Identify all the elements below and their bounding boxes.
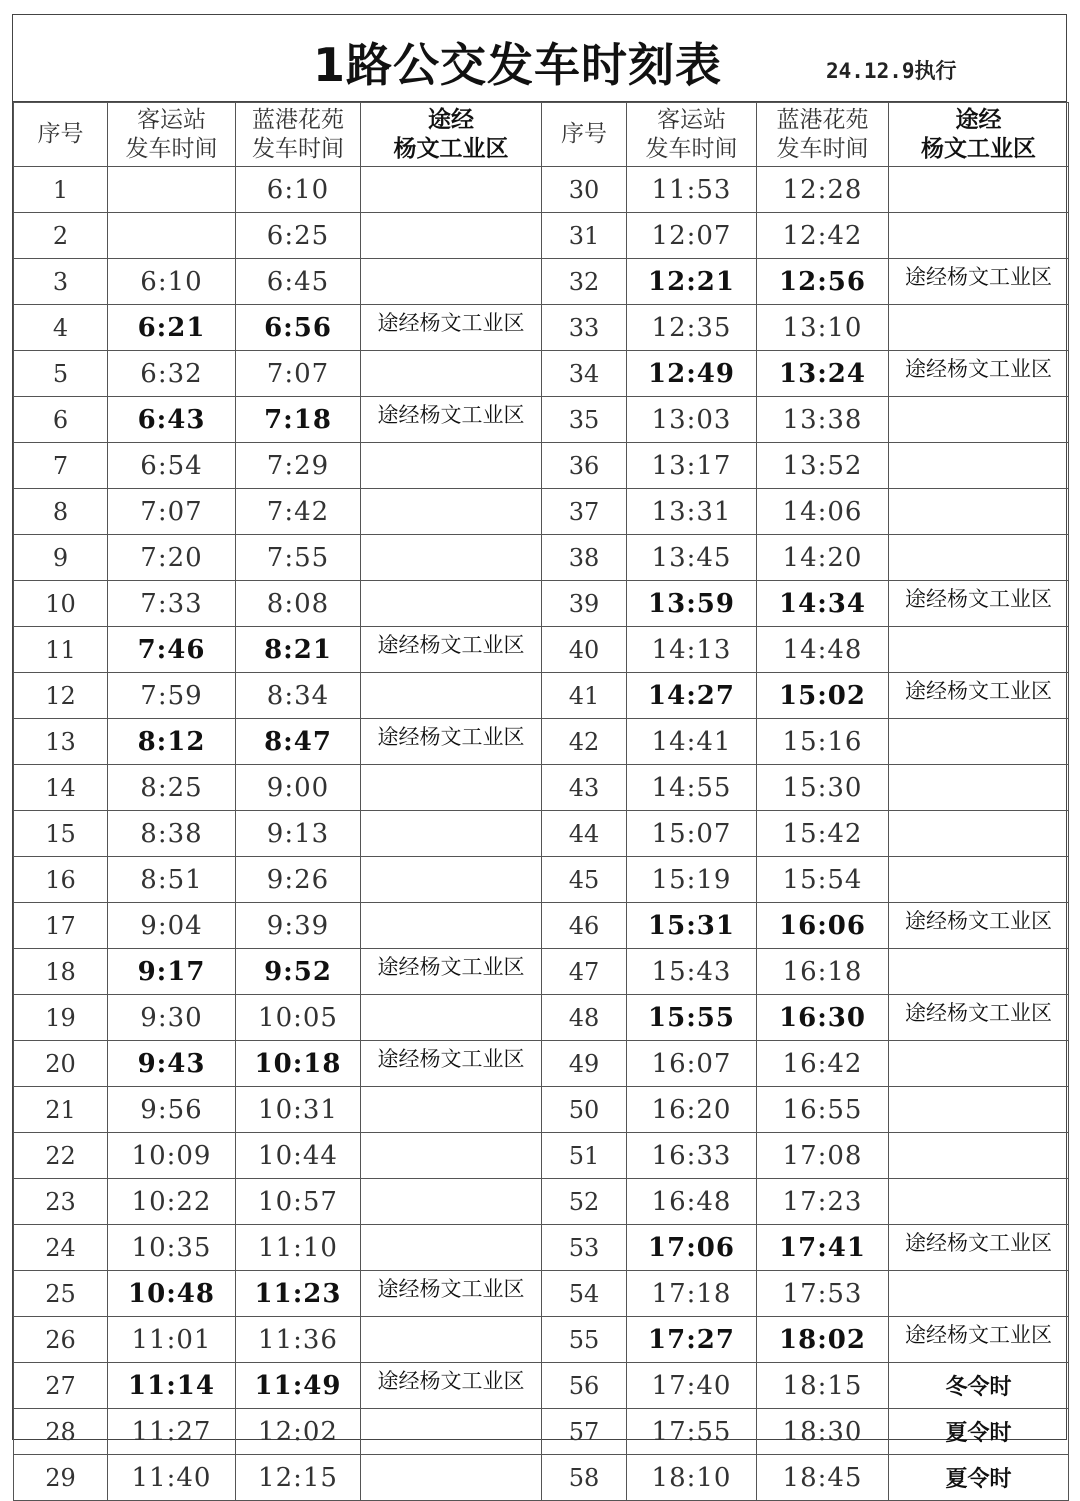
cell-via-note [361,581,542,627]
cell-via-note [889,167,1069,213]
cell-seq: 19 [14,995,108,1041]
table-row [14,489,1069,535]
header-row [14,103,1069,167]
table-row [14,305,1069,351]
cell-depot-time: 16:07 [627,1041,757,1087]
cell-via-note [889,949,1069,995]
cell-garden-time: 16:55 [757,1087,889,1133]
cell-seq: 2 [14,213,108,259]
table-row [14,581,1069,627]
table-row [14,811,1069,857]
table-row [14,167,1069,213]
cell-seq: 54 [542,1271,627,1317]
header-seq: 序号 [14,103,108,167]
timetable [13,102,1069,1501]
cell-via-note [361,443,542,489]
cell-depot-time: 15:07 [627,811,757,857]
effective-date: 24.12.9执行 [826,59,957,83]
cell-garden-time: 7:42 [236,489,361,535]
cell-garden-time: 7:29 [236,443,361,489]
table-row [14,1363,1069,1409]
table-row [14,673,1069,719]
cell-depot-time: 8:12 [108,719,236,765]
header-seq: 序号 [542,103,627,167]
table-row [14,719,1069,765]
cell-depot-time: 8:51 [108,857,236,903]
cell-garden-time: 17:41 [757,1225,889,1271]
cell-seq: 47 [542,949,627,995]
cell-seq: 43 [542,765,627,811]
cell-depot-time: 16:48 [627,1179,757,1225]
header-depot-time: 客运站 发车时间 [627,103,757,167]
cell-depot-time: 12:21 [627,259,757,305]
cell-via-note [361,765,542,811]
cell-seq: 36 [542,443,627,489]
cell-depot-time: 10:22 [108,1179,236,1225]
header-depot-time: 客运站 发车时间 [108,103,236,167]
cell-via-note [361,1133,542,1179]
cell-depot-time: 6:32 [108,351,236,397]
cell-seq: 1 [14,167,108,213]
cell-seq: 11 [14,627,108,673]
cell-garden-time: 9:00 [236,765,361,811]
cell-via-note [361,1179,542,1225]
cell-garden-time: 17:23 [757,1179,889,1225]
cell-seq: 53 [542,1225,627,1271]
cell-depot-time: 7:46 [108,627,236,673]
cell-seq: 8 [14,489,108,535]
cell-depot-time: 17:06 [627,1225,757,1271]
cell-seq: 12 [14,673,108,719]
cell-garden-time: 8:47 [236,719,361,765]
cell-garden-time: 18:30 [757,1409,889,1455]
cell-depot-time: 18:10 [627,1455,757,1501]
table-row [14,857,1069,903]
cell-via-note: 途经杨文工业区 [889,1317,1069,1363]
cell-garden-time: 15:30 [757,765,889,811]
cell-via-note [889,1179,1069,1225]
cell-via-note: 冬令时 [889,1363,1069,1409]
cell-seq: 30 [542,167,627,213]
cell-garden-time: 16:30 [757,995,889,1041]
cell-garden-time: 6:56 [236,305,361,351]
cell-depot-time: 10:09 [108,1133,236,1179]
cell-via-note [361,167,542,213]
timetable-body [14,167,1069,1501]
cell-seq: 42 [542,719,627,765]
cell-seq: 46 [542,903,627,949]
page-title: 1路公交发车时刻表 [313,38,723,92]
cell-via-note: 夏令时 [889,1455,1069,1501]
table-row [14,903,1069,949]
cell-via-note [361,1455,542,1501]
cell-depot-time: 13:03 [627,397,757,443]
cell-garden-time: 14:48 [757,627,889,673]
cell-seq: 17 [14,903,108,949]
cell-depot-time: 14:13 [627,627,757,673]
cell-depot-time: 9:43 [108,1041,236,1087]
cell-seq: 29 [14,1455,108,1501]
cell-seq: 23 [14,1179,108,1225]
header-via: 途经 杨文工业区 [361,103,542,167]
cell-depot-time: 13:45 [627,535,757,581]
cell-seq: 38 [542,535,627,581]
cell-via-note [361,903,542,949]
cell-via-note [889,535,1069,581]
cell-via-note [889,1271,1069,1317]
cell-depot-time: 8:38 [108,811,236,857]
cell-depot-time: 7:20 [108,535,236,581]
cell-via-note: 途经杨文工业区 [361,1041,542,1087]
cell-depot-time: 15:31 [627,903,757,949]
cell-garden-time: 15:42 [757,811,889,857]
table-row [14,1271,1069,1317]
cell-via-note [361,213,542,259]
cell-depot-time [108,167,236,213]
cell-depot-time: 6:10 [108,259,236,305]
cell-seq: 44 [542,811,627,857]
cell-depot-time: 17:27 [627,1317,757,1363]
cell-via-note [889,1041,1069,1087]
cell-seq: 13 [14,719,108,765]
cell-via-note [361,259,542,305]
cell-depot-time: 17:55 [627,1409,757,1455]
cell-garden-time: 12:15 [236,1455,361,1501]
cell-via-note: 途经杨文工业区 [361,397,542,443]
cell-depot-time: 6:43 [108,397,236,443]
cell-garden-time: 18:02 [757,1317,889,1363]
cell-garden-time: 7:55 [236,535,361,581]
cell-depot-time: 10:48 [108,1271,236,1317]
cell-via-note [889,443,1069,489]
cell-seq: 39 [542,581,627,627]
cell-seq: 58 [542,1455,627,1501]
cell-via-note [361,489,542,535]
cell-via-note: 夏令时 [889,1409,1069,1455]
cell-depot-time: 11:01 [108,1317,236,1363]
table-row [14,1225,1069,1271]
cell-depot-time: 14:55 [627,765,757,811]
cell-seq: 52 [542,1179,627,1225]
header-via: 途经 杨文工业区 [889,103,1069,167]
cell-via-note: 途经杨文工业区 [889,673,1069,719]
cell-garden-time: 9:52 [236,949,361,995]
cell-garden-time: 10:18 [236,1041,361,1087]
cell-seq: 51 [542,1133,627,1179]
cell-depot-time: 14:27 [627,673,757,719]
cell-seq: 50 [542,1087,627,1133]
cell-seq: 25 [14,1271,108,1317]
cell-seq: 7 [14,443,108,489]
cell-depot-time: 7:07 [108,489,236,535]
cell-via-note [361,1317,542,1363]
cell-garden-time: 17:53 [757,1271,889,1317]
cell-garden-time: 13:52 [757,443,889,489]
cell-via-note [361,811,542,857]
cell-garden-time: 8:34 [236,673,361,719]
cell-via-note [361,857,542,903]
cell-garden-time: 6:25 [236,213,361,259]
header-garden-time: 蓝港花苑 发车时间 [236,103,361,167]
title-bar [13,15,1066,102]
cell-depot-time: 16:20 [627,1087,757,1133]
cell-garden-time: 11:23 [236,1271,361,1317]
cell-depot-time: 11:27 [108,1409,236,1455]
cell-garden-time: 14:06 [757,489,889,535]
cell-seq: 26 [14,1317,108,1363]
cell-seq: 20 [14,1041,108,1087]
cell-depot-time: 8:25 [108,765,236,811]
cell-seq: 21 [14,1087,108,1133]
cell-depot-time: 11:14 [108,1363,236,1409]
cell-depot-time: 9:17 [108,949,236,995]
cell-garden-time: 12:56 [757,259,889,305]
cell-garden-time: 10:31 [236,1087,361,1133]
cell-seq: 5 [14,351,108,397]
table-row [14,397,1069,443]
cell-via-note: 途经杨文工业区 [889,259,1069,305]
cell-via-note: 途经杨文工业区 [889,903,1069,949]
cell-garden-time: 6:45 [236,259,361,305]
cell-via-note [889,305,1069,351]
cell-seq: 18 [14,949,108,995]
cell-via-note [889,213,1069,259]
cell-depot-time: 17:40 [627,1363,757,1409]
cell-seq: 15 [14,811,108,857]
table-row [14,351,1069,397]
cell-seq: 32 [542,259,627,305]
cell-depot-time: 9:04 [108,903,236,949]
cell-seq: 45 [542,857,627,903]
cell-garden-time: 7:07 [236,351,361,397]
cell-depot-time: 12:07 [627,213,757,259]
cell-via-note [889,857,1069,903]
cell-depot-time: 9:56 [108,1087,236,1133]
cell-depot-time: 17:18 [627,1271,757,1317]
cell-seq: 49 [542,1041,627,1087]
cell-via-note [889,489,1069,535]
cell-garden-time: 13:10 [757,305,889,351]
table-row [14,1409,1069,1455]
table-row [14,443,1069,489]
cell-garden-time: 9:39 [236,903,361,949]
cell-via-note [361,535,542,581]
cell-via-note: 途经杨文工业区 [361,1363,542,1409]
cell-garden-time: 6:10 [236,167,361,213]
table-row [14,949,1069,995]
cell-garden-time: 18:15 [757,1363,889,1409]
cell-garden-time: 9:26 [236,857,361,903]
table-row [14,995,1069,1041]
cell-garden-time: 10:57 [236,1179,361,1225]
cell-via-note: 途经杨文工业区 [889,1225,1069,1271]
cell-seq: 31 [542,213,627,259]
header-garden-time: 蓝港花苑 发车时间 [757,103,889,167]
cell-seq: 35 [542,397,627,443]
cell-depot-time: 15:43 [627,949,757,995]
cell-depot-time [108,213,236,259]
cell-via-note: 途经杨文工业区 [361,719,542,765]
cell-depot-time: 15:19 [627,857,757,903]
cell-garden-time: 12:02 [236,1409,361,1455]
cell-garden-time: 12:28 [757,167,889,213]
table-row [14,1087,1069,1133]
cell-garden-time: 12:42 [757,213,889,259]
cell-via-note [889,1133,1069,1179]
cell-garden-time: 17:08 [757,1133,889,1179]
cell-depot-time: 6:21 [108,305,236,351]
cell-depot-time: 13:17 [627,443,757,489]
cell-depot-time: 14:41 [627,719,757,765]
cell-seq: 22 [14,1133,108,1179]
cell-via-note [361,351,542,397]
cell-garden-time: 13:38 [757,397,889,443]
cell-seq: 41 [542,673,627,719]
cell-via-note [889,811,1069,857]
cell-garden-time: 8:21 [236,627,361,673]
cell-garden-time: 10:05 [236,995,361,1041]
cell-seq: 55 [542,1317,627,1363]
cell-garden-time: 11:36 [236,1317,361,1363]
cell-garden-time: 11:49 [236,1363,361,1409]
cell-garden-time: 16:06 [757,903,889,949]
cell-depot-time: 10:35 [108,1225,236,1271]
cell-depot-time: 7:59 [108,673,236,719]
cell-via-note [361,1225,542,1271]
table-row [14,1455,1069,1501]
cell-via-note [889,397,1069,443]
cell-depot-time: 16:33 [627,1133,757,1179]
cell-via-note: 途经杨文工业区 [361,305,542,351]
cell-via-note [889,765,1069,811]
cell-garden-time: 16:42 [757,1041,889,1087]
cell-depot-time: 9:30 [108,995,236,1041]
timetable-sheet [12,14,1067,1493]
cell-via-note: 途经杨文工业区 [361,949,542,995]
cell-seq: 56 [542,1363,627,1409]
cell-seq: 3 [14,259,108,305]
cell-depot-time: 7:33 [108,581,236,627]
cell-seq: 16 [14,857,108,903]
table-row [14,1317,1069,1363]
cell-garden-time: 18:45 [757,1455,889,1501]
cell-via-note: 途经杨文工业区 [889,581,1069,627]
cell-seq: 37 [542,489,627,535]
cell-via-note [361,995,542,1041]
cell-garden-time: 7:18 [236,397,361,443]
table-row [14,1179,1069,1225]
cell-depot-time: 11:53 [627,167,757,213]
cell-garden-time: 10:44 [236,1133,361,1179]
cell-garden-time: 14:34 [757,581,889,627]
cell-garden-time: 8:08 [236,581,361,627]
cell-garden-time: 15:54 [757,857,889,903]
cell-garden-time: 14:20 [757,535,889,581]
cell-garden-time: 13:24 [757,351,889,397]
cell-seq: 34 [542,351,627,397]
cell-via-note [889,719,1069,765]
cell-via-note: 途经杨文工业区 [889,995,1069,1041]
table-row [14,259,1069,305]
cell-garden-time: 15:16 [757,719,889,765]
cell-garden-time: 16:18 [757,949,889,995]
cell-seq: 9 [14,535,108,581]
table-row [14,765,1069,811]
table-row [14,213,1069,259]
cell-seq: 10 [14,581,108,627]
cell-depot-time: 12:35 [627,305,757,351]
cell-garden-time: 15:02 [757,673,889,719]
cell-via-note: 途经杨文工业区 [361,627,542,673]
cell-depot-time: 15:55 [627,995,757,1041]
cell-seq: 40 [542,627,627,673]
cell-via-note: 途经杨文工业区 [889,351,1069,397]
cell-garden-time: 11:10 [236,1225,361,1271]
table-row [14,1041,1069,1087]
cell-seq: 14 [14,765,108,811]
cell-depot-time: 12:49 [627,351,757,397]
table-row [14,535,1069,581]
cell-seq: 24 [14,1225,108,1271]
table-row [14,1133,1069,1179]
cell-via-note [361,673,542,719]
cell-seq: 6 [14,397,108,443]
cell-seq: 48 [542,995,627,1041]
cell-via-note [361,1087,542,1133]
cell-seq: 28 [14,1409,108,1455]
cell-seq: 4 [14,305,108,351]
cell-via-note: 途经杨文工业区 [361,1271,542,1317]
cell-via-note [889,627,1069,673]
cell-depot-time: 6:54 [108,443,236,489]
cell-depot-time: 13:31 [627,489,757,535]
cell-via-note [361,1409,542,1455]
table-row [14,627,1069,673]
cell-depot-time: 13:59 [627,581,757,627]
cell-garden-time: 9:13 [236,811,361,857]
cell-via-note [889,1087,1069,1133]
cell-seq: 57 [542,1409,627,1455]
cell-seq: 33 [542,305,627,351]
cell-seq: 27 [14,1363,108,1409]
cell-depot-time: 11:40 [108,1455,236,1501]
